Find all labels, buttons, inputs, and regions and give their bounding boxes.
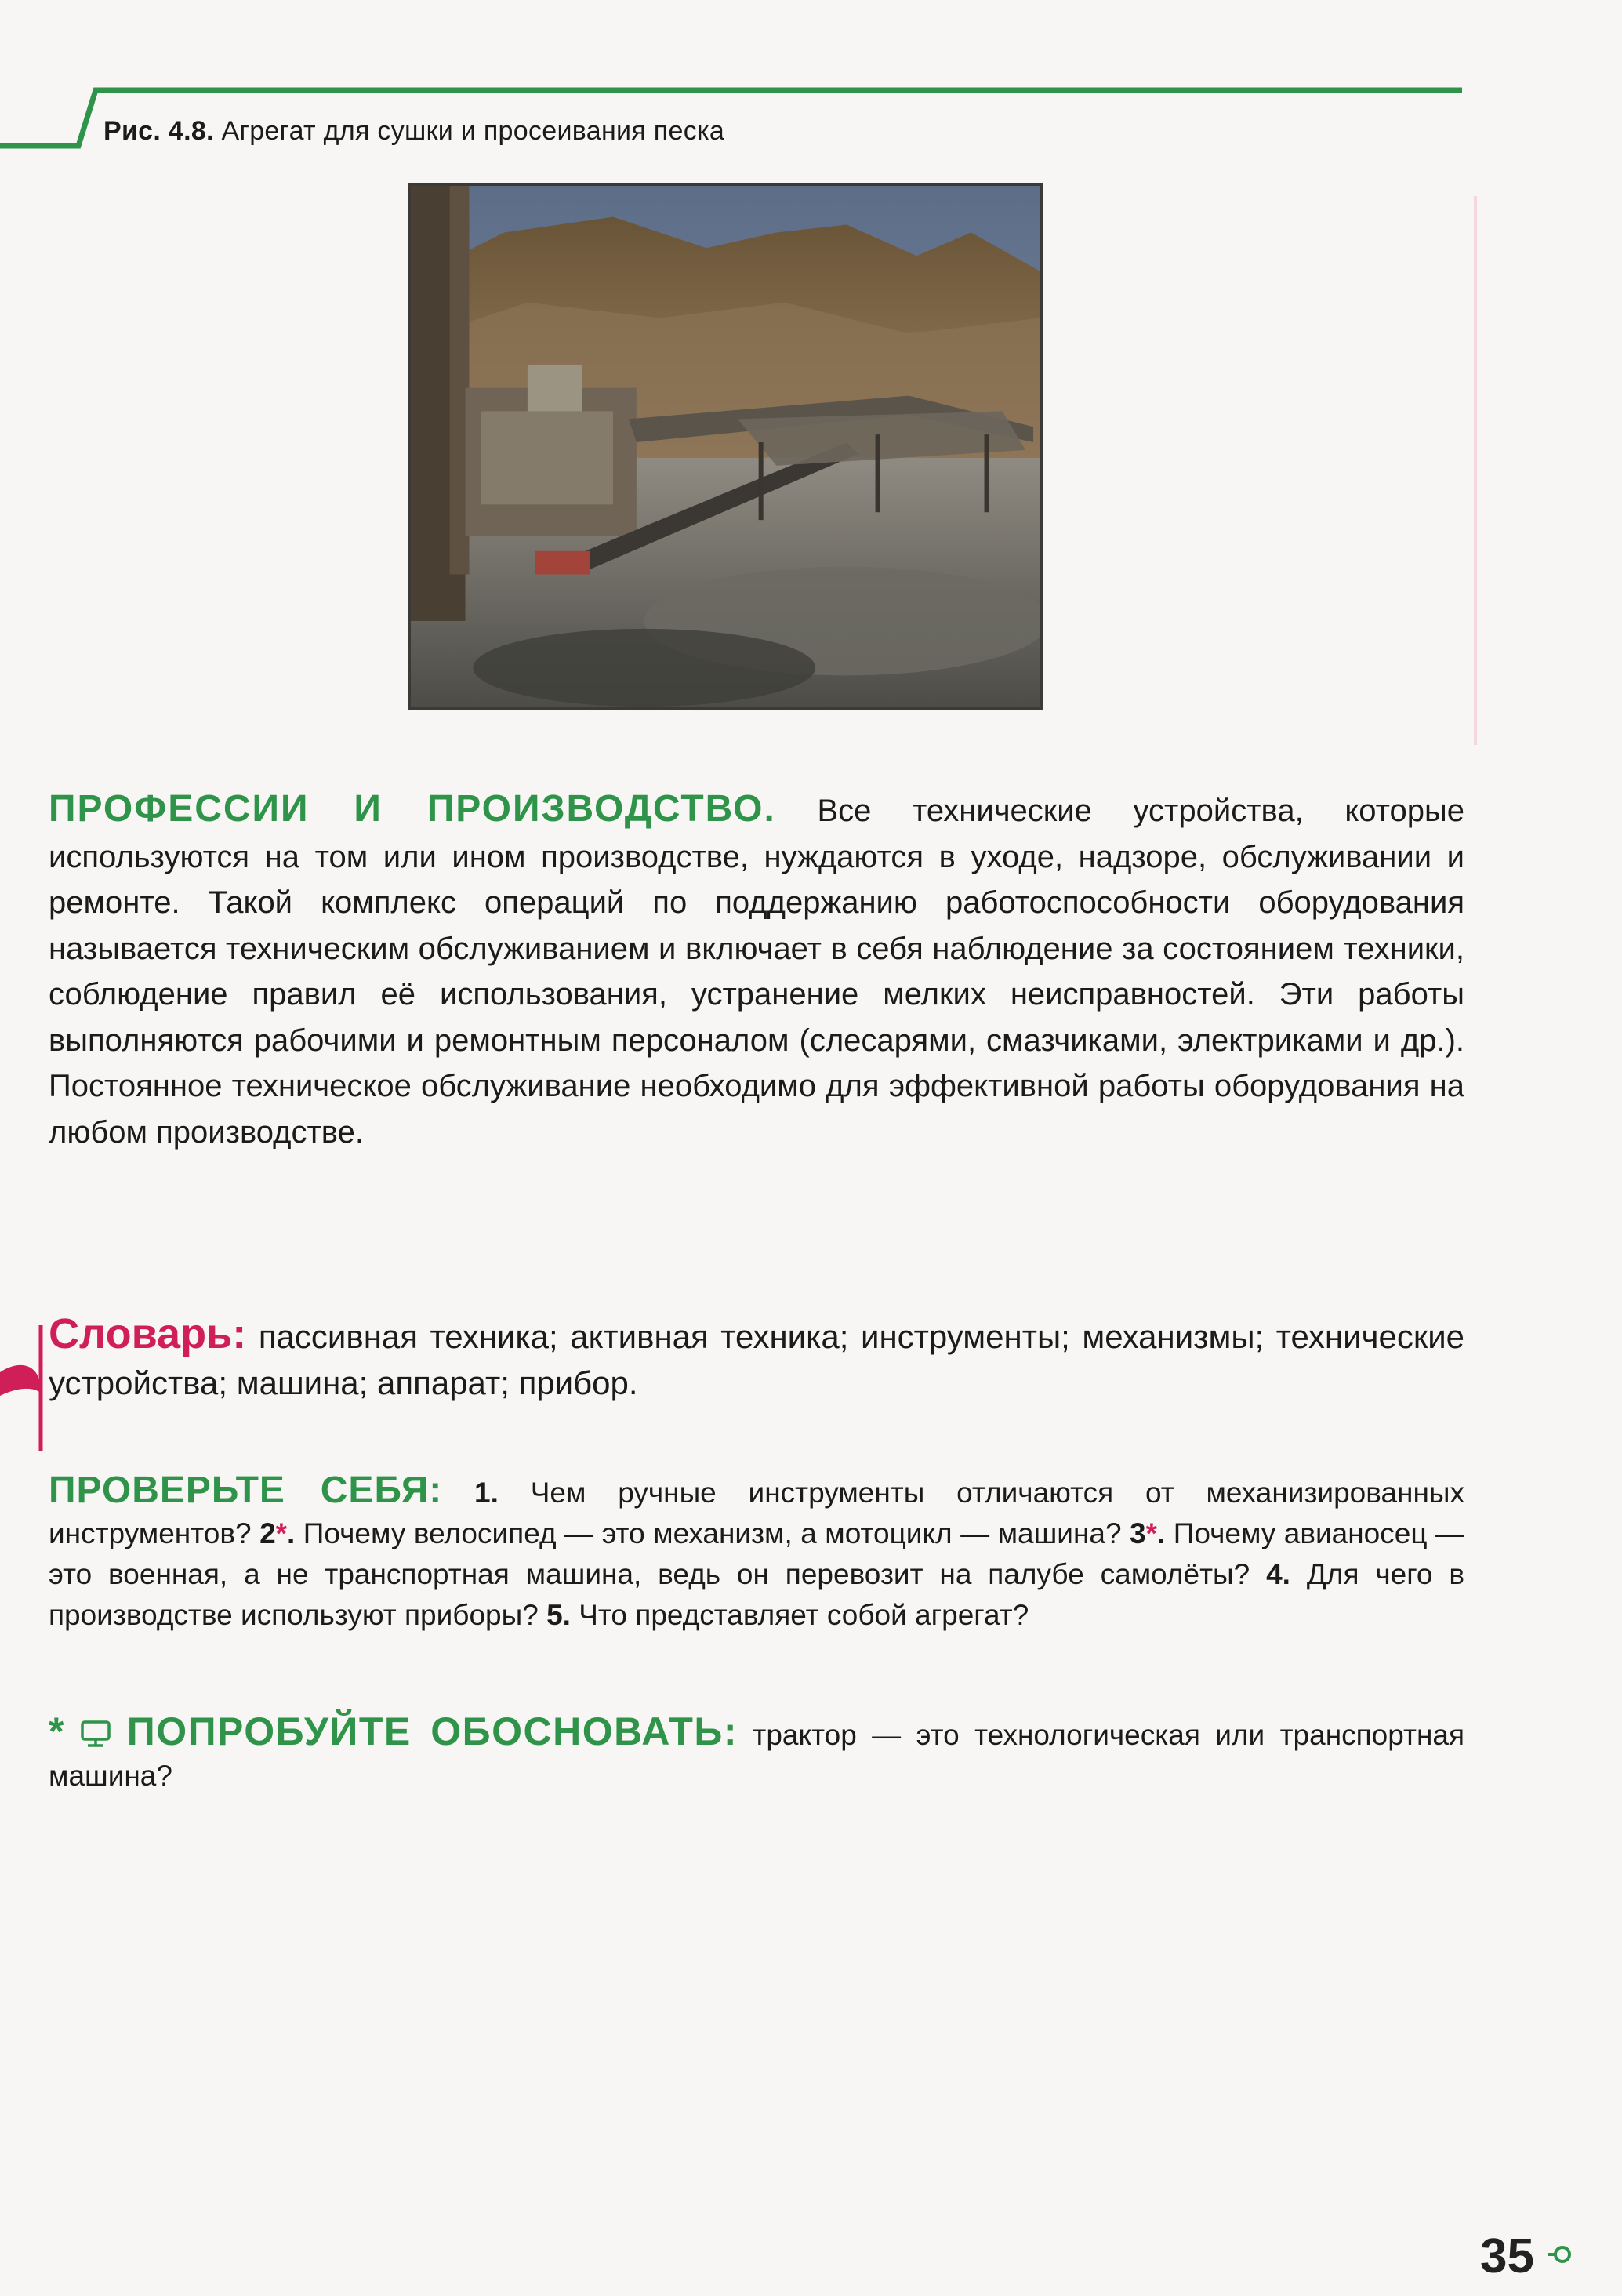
question-3-number: 3 bbox=[1130, 1517, 1146, 1549]
try-text: трактор — это технологическая или транспортная машина? bbox=[49, 1719, 1464, 1792]
question-1: Чем ручные инструменты отличаются от механизированных инструментов? bbox=[49, 1477, 1465, 1549]
question-5-number: 5. bbox=[546, 1599, 571, 1631]
computer-icon bbox=[80, 1720, 111, 1748]
question-2-number: 2 bbox=[259, 1517, 276, 1549]
question-3: Почему авианосец — это военная, а не транспортная машина, ведь он перевозит на палубе самолёты? bbox=[49, 1517, 1464, 1590]
question-1-number: 1. bbox=[474, 1477, 499, 1509]
try-heading: ПОПРОБУЙТЕ ОБОСНОВАТЬ: bbox=[126, 1709, 738, 1753]
dictionary-text: пассивная техника; активная техника; инструменты; механизмы; технические устройства; машина; аппарат; прибор. bbox=[49, 1318, 1465, 1401]
try-to-justify-block bbox=[49, 1711, 1464, 1796]
question-2: Почему велосипед — это механизм, а мотоцикл — машина? bbox=[303, 1517, 1122, 1549]
bleed-through-rule bbox=[1474, 196, 1477, 745]
figure-caption bbox=[103, 116, 724, 147]
question-2-star: * bbox=[275, 1517, 288, 1549]
page-number: 35 bbox=[1480, 2229, 1534, 2283]
dictionary-heading: Словарь: bbox=[49, 1310, 247, 1357]
figure-photo bbox=[408, 183, 1043, 710]
question-5: Что представляет собой агрегат? bbox=[579, 1599, 1029, 1631]
question-4-number: 4. bbox=[1266, 1558, 1290, 1590]
professions-text: Все технические устройства, которые используются на том или ином производстве, нуждаются в уходе, надзоре, обслуживании и ремонте. Такой комплекс операций по поддержанию работоспособности оборудования называется техническим обслуживанием и включает в себя наблюдение за состоянием техники, соблюдение правил её использования, устранение мелких неисправностей. Эти работы выполняются рабочими и ремонтным персоналом (слесарями, смазчиками, электриками и др.). Постоянное техническое обслуживание необходимо для эффективной работы оборудования на любом производстве. bbox=[49, 794, 1464, 1150]
dictionary-block bbox=[49, 1311, 1464, 1406]
margin-bookmark-icon bbox=[0, 1325, 55, 1451]
question-3-star: * bbox=[1145, 1517, 1157, 1549]
figure-label: Рис. 4.8. bbox=[103, 116, 214, 146]
professions-heading: ПРОФЕССИИ И ПРОИЗВОДСТВО. bbox=[49, 788, 776, 830]
figure-caption-text: Агрегат для сушки и просеивания песка bbox=[221, 116, 725, 146]
question-4: Для чего в производстве используют приборы? bbox=[49, 1558, 1465, 1631]
check-yourself-block: ПРОВЕРЬТЕ СЕБЯ: 1. Чем ручные инструменты отличаются от механизированных инструментов? 2*. Почему велосипед — это механизм, а мотоцикл — машина? 3*. Почему авианосец — это военная, а не транспортная машина, ведь он перевозит на палубе самолёты? 4. Для чего в производстве используют приборы? 5. Что представляет собой агрегат? bbox=[49, 1470, 1465, 1631]
page-number-marker-icon bbox=[1548, 2243, 1572, 2266]
check-heading: ПРОВЕРЬТЕ СЕБЯ: bbox=[49, 1470, 443, 1511]
try-star: * bbox=[49, 1709, 65, 1753]
plant-photo-illustration bbox=[411, 186, 1040, 707]
professions-paragraph bbox=[49, 787, 1464, 1155]
